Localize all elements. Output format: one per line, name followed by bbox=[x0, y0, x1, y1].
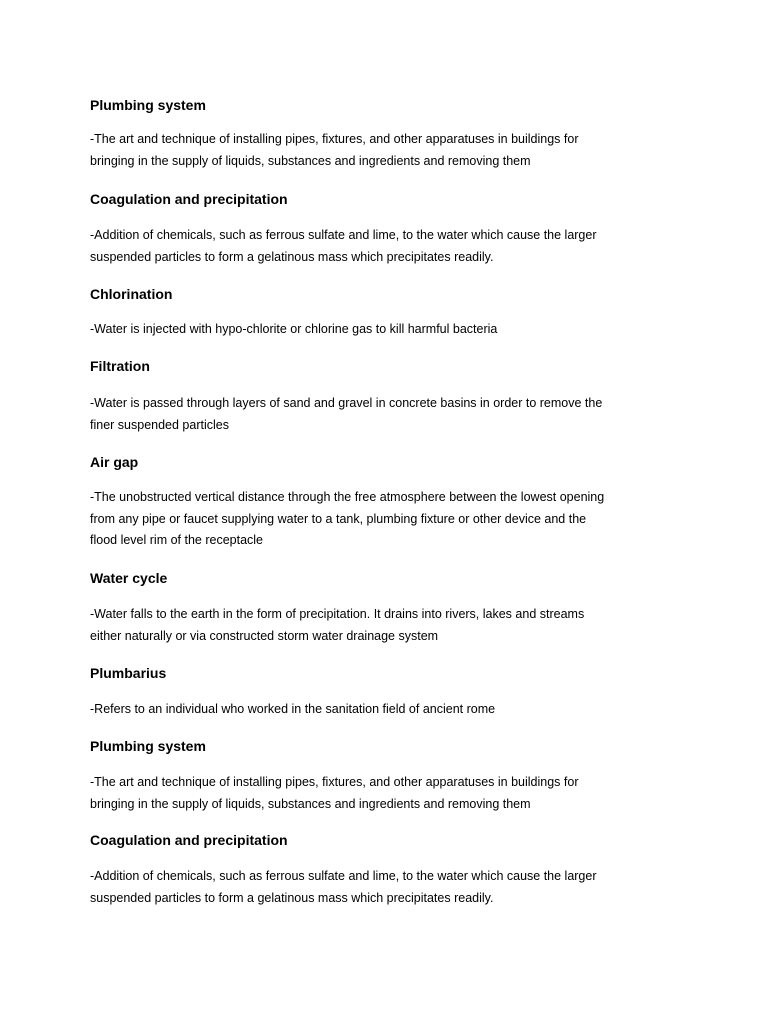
term-heading: Chlorination bbox=[90, 286, 173, 302]
definition-line: -The art and technique of installing pipes, fixtures, and other apparatuses in buildings for bbox=[90, 775, 579, 789]
definition-line: -Water falls to the earth in the form of precipitation. It drains into rivers, lakes and streams bbox=[90, 607, 585, 621]
term-heading: Plumbing system bbox=[90, 97, 206, 113]
glossary-entry bbox=[90, 831, 690, 905]
glossary-entry bbox=[90, 569, 690, 643]
definition-line: finer suspended particles bbox=[90, 417, 229, 432]
definition-line: from any pipe or faucet supplying water to a tank, plumbing fixture or other device and the bbox=[90, 511, 587, 526]
glossary-entry bbox=[90, 96, 690, 168]
definition-text bbox=[90, 225, 690, 268]
definition-text bbox=[90, 487, 690, 552]
definition-text bbox=[90, 129, 690, 172]
glossary-entry bbox=[90, 737, 690, 811]
definition-line: -Water is injected with hypo-chlorite or chlorine gas to kill harmful bacteria bbox=[90, 322, 498, 336]
glossary-entry bbox=[90, 357, 690, 432]
definition-text bbox=[90, 866, 690, 909]
definition-line: -Water is passed through layers of sand and gravel in concrete basins in order to remove the bbox=[90, 396, 603, 410]
glossary-entry bbox=[90, 190, 690, 264]
definition-line: suspended particles to form a gelatinous mass which precipitates readily. bbox=[90, 890, 494, 905]
term-heading: Water cycle bbox=[90, 570, 168, 586]
definition-line: -Addition of chemicals, such as ferrous sulfate and lime, to the water which cause the larger bbox=[90, 228, 597, 242]
definition-line: either naturally or via constructed storm water drainage system bbox=[90, 628, 439, 643]
term-heading: Filtration bbox=[90, 358, 150, 374]
glossary-entry bbox=[90, 664, 690, 716]
definition-line: flood level rim of the receptacle bbox=[90, 533, 264, 547]
definition-line: -Refers to an individual who worked in the sanitation field of ancient rome bbox=[90, 702, 496, 716]
definition-line: bringing in the supply of liquids, substances and ingredients and removing them bbox=[90, 796, 531, 811]
term-heading: Plumbing system bbox=[90, 738, 206, 754]
glossary-entry bbox=[90, 285, 690, 336]
definition-line: suspended particles to form a gelatinous mass which precipitates readily. bbox=[90, 249, 494, 264]
definition-line: bringing in the supply of liquids, substances and ingredients and removing them bbox=[90, 153, 531, 168]
glossary-entry bbox=[90, 453, 690, 547]
definition-text bbox=[90, 699, 690, 721]
definition-line: -The unobstructed vertical distance through the free atmosphere between the lowest opening bbox=[90, 490, 605, 504]
definition-text bbox=[90, 393, 690, 436]
term-heading: Air gap bbox=[90, 454, 139, 470]
definition-text bbox=[90, 604, 690, 647]
definition-line: -The art and technique of installing pipes, fixtures, and other apparatuses in buildings for bbox=[90, 132, 579, 146]
term-heading: Coagulation and precipitation bbox=[90, 191, 288, 207]
definition-line: -Addition of chemicals, such as ferrous sulfate and lime, to the water which cause the larger bbox=[90, 869, 597, 883]
term-heading: Plumbarius bbox=[90, 665, 167, 681]
term-heading: Coagulation and precipitation bbox=[90, 832, 288, 848]
definition-text bbox=[90, 319, 690, 341]
definition-text bbox=[90, 772, 690, 815]
